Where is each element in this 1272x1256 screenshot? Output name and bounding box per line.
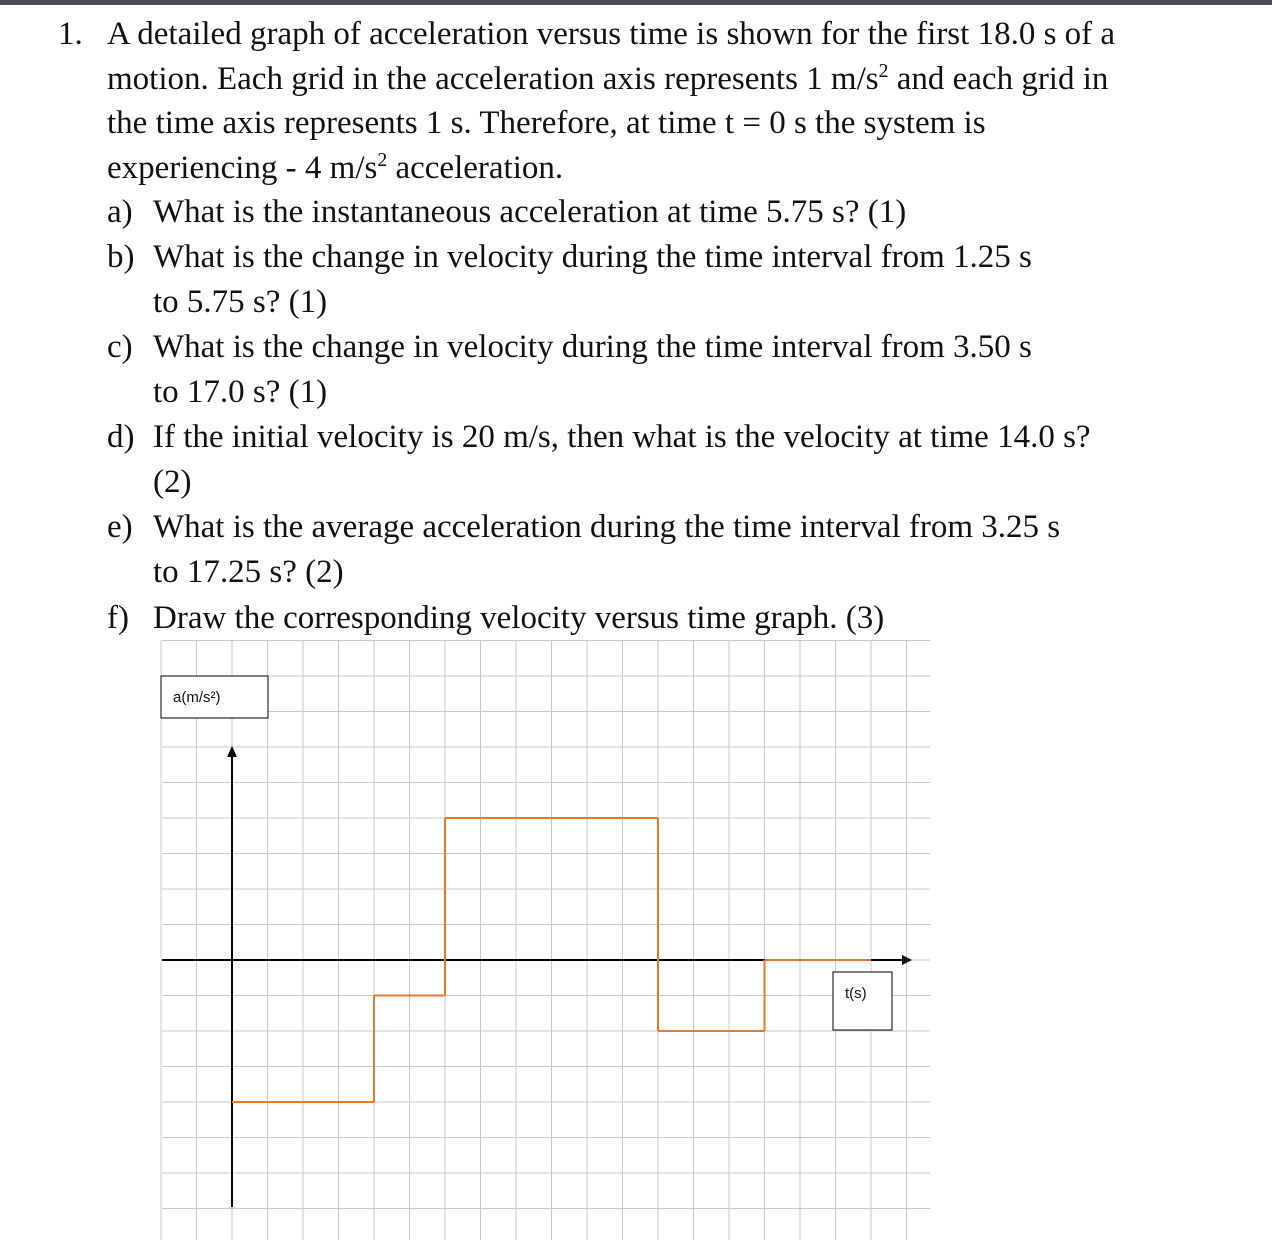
y-axis-arrowhead <box>227 746 237 757</box>
intro-line-4-tail: acceleration. <box>387 149 564 186</box>
superscript-2: 2 <box>377 148 388 171</box>
graph-grid <box>161 640 930 1240</box>
part-text: to 17.0 s? (1) <box>153 374 328 410</box>
superscript-2: 2 <box>878 59 889 82</box>
part-text: What is the change in velocity during the time interval from 1.25 s <box>153 239 1032 275</box>
part-label: b) <box>107 239 135 275</box>
x-axis-label: t(s) <box>845 985 867 1002</box>
y-axis-label: a(m/s²) <box>173 689 221 706</box>
part-text: If the initial velocity is 20 m/s, then what is the velocity at time 14.0 s? <box>153 419 1091 455</box>
intro-line-4-text: experiencing - 4 m/s <box>107 149 378 186</box>
part-text: Draw the corresponding velocity versus time graph. (3) <box>153 600 885 636</box>
part-text: What is the instantaneous acceleration at time 5.75 s? (1) <box>153 194 907 230</box>
part-label: f) <box>107 600 129 636</box>
question-number: 1. <box>58 16 83 52</box>
part-text: What is the average acceleration during the time interval from 3.25 s <box>153 509 1061 545</box>
y-axis-label-box <box>161 676 268 718</box>
part-text: What is the change in velocity during the time interval from 3.50 s <box>153 329 1032 365</box>
part-text: (2) <box>153 464 192 500</box>
x-axis-label-box <box>833 972 892 1030</box>
part-text: to 5.75 s? (1) <box>153 284 328 320</box>
part-label: d) <box>107 419 135 455</box>
intro-line-3: the time axis represents 1 s. Therefore, at time t = 0 s the system is <box>107 105 986 141</box>
part-text: to 17.25 s? (2) <box>153 554 344 590</box>
intro-line-1: A detailed graph of acceleration versus time is shown for the first 18.0 s of a <box>107 16 1116 52</box>
intro-line-2-text: motion. Each grid in the acceleration axis represents 1 m/s <box>107 60 879 97</box>
part-label: e) <box>107 509 133 545</box>
intro-line-2-tail: and each grid in <box>888 60 1109 97</box>
part-label: a) <box>107 194 133 230</box>
part-label: c) <box>107 329 133 365</box>
